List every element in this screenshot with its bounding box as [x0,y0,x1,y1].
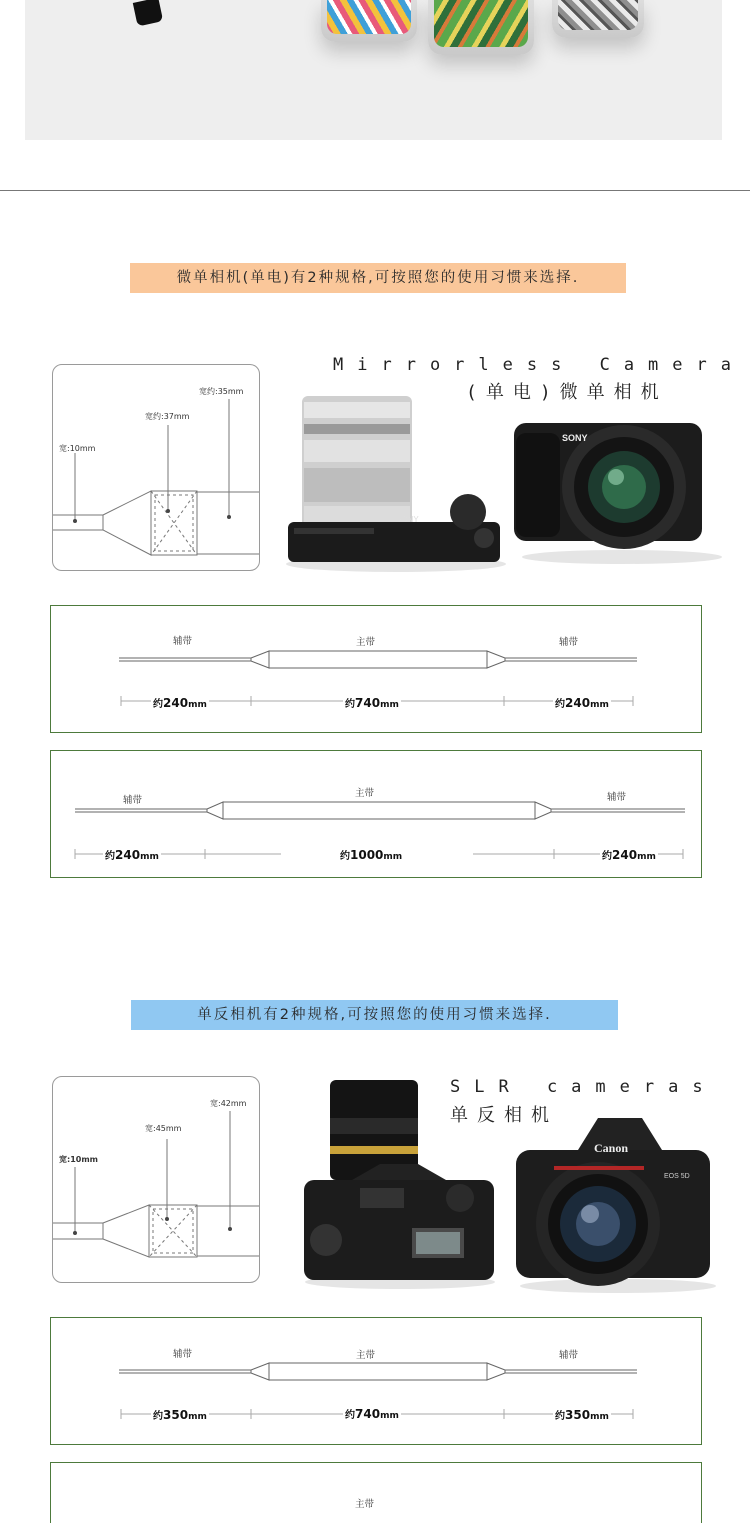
width-label-middle: 宽:45mm [145,1124,182,1133]
width-label-large: 宽约:35mm [199,387,244,396]
aux-strap-label-right: 辅带 [559,637,579,648]
mirrorless-strap-width-diagram [52,364,260,571]
length-right: 约350mm [555,1408,609,1422]
main-strap-label: 主带 [355,1499,375,1510]
mirrorless-spec-740 [50,605,702,733]
aux-strap-label-right: 辅带 [607,792,627,803]
aux-strap-label-right: 辅带 [559,1350,579,1361]
aux-strap-label-left: 辅带 [123,795,143,806]
length-main: 约740mm [345,1407,399,1421]
mirrorless-title-cn: (单电)微单相机 [466,382,668,403]
aux-strap-label-left: 辅带 [173,1349,193,1360]
camera-brand-text: Canon [594,1141,629,1155]
width-label-small: 宽:10mm [59,444,96,453]
length-right: 约240mm [555,696,609,710]
jar-image-green [428,0,534,55]
width-label-middle: 宽约:37mm [145,412,190,421]
main-strap-label: 主带 [356,637,376,648]
length-left: 约240mm [105,848,159,862]
length-left: 约240mm [153,696,207,710]
length-main: 约740mm [345,696,399,710]
jar-image-colorful [321,0,417,42]
slr-spec-740 [50,1317,702,1445]
mirrorless-camera-photo-1 [284,388,514,573]
slr-spec-second [50,1462,702,1523]
jar-image-gray [552,0,644,38]
strap-clip-image [133,0,163,26]
slr-camera-photo-1 [300,1078,500,1290]
width-label-large: 宽:42mm [210,1099,247,1108]
camera-model-text: EOS 5D [664,1173,690,1180]
length-right: 约240mm [602,848,656,862]
slr-strap-width-diagram [52,1076,260,1283]
slr-banner: 单反相机有2种规格,可按照您的使用习惯来选择. [131,1000,618,1030]
slr-camera-photo-2 [514,1112,719,1294]
length-left: 约350mm [153,1408,207,1422]
main-strap-label: 主带 [355,788,375,799]
mirrorless-spec-1000 [50,750,702,878]
section-divider [0,190,750,191]
aux-strap-label-left: 辅带 [173,636,193,647]
width-label-small: 宽:10mm [59,1155,99,1164]
mirrorless-title-en: Mirrorless Camera [333,355,745,375]
slr-title-cn: 单反相机 [450,1105,558,1126]
slr-title-en: SLR cameras [450,1077,717,1097]
product-photo-panel [25,0,722,140]
main-strap-label: 主带 [356,1350,376,1361]
camera-brand-text: SONY [396,515,419,524]
length-main: 约1000mm [340,848,403,862]
mirrorless-banner: 微单相机(单电)有2种规格,可按照您的使用习惯来选择. [130,263,626,293]
mirrorless-camera-photo-2 [512,415,724,565]
camera-brand-text: SONY [562,433,588,443]
